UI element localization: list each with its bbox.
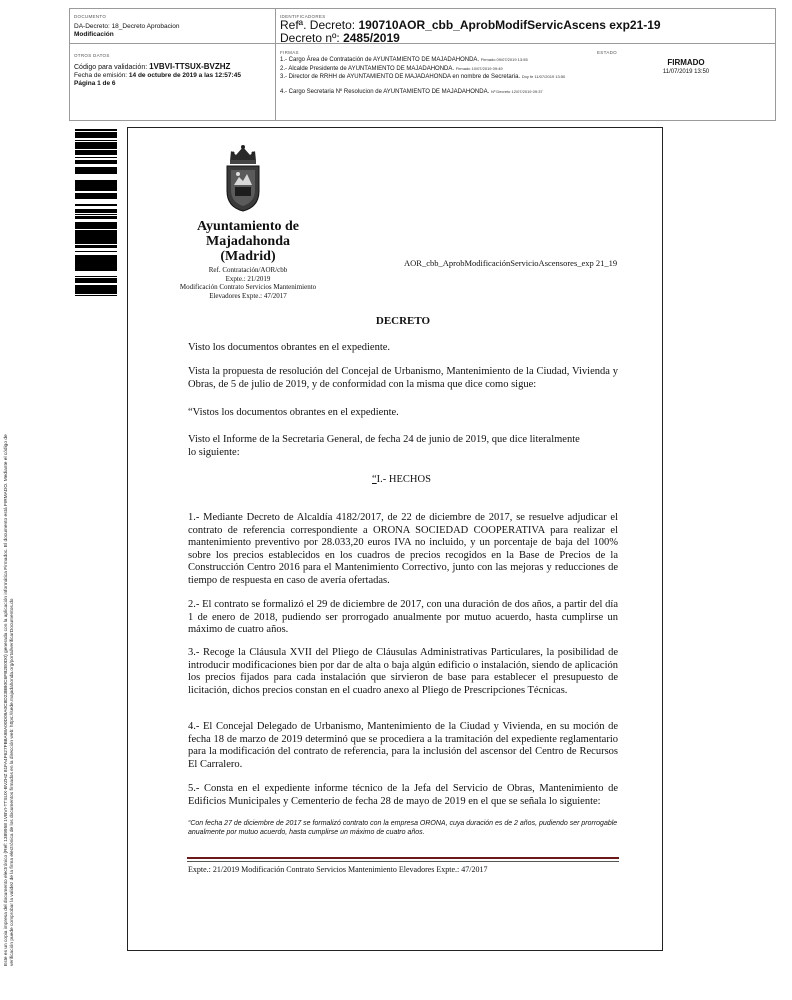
decreto-reference: Refª. Decreto: 190710AOR_cbb_AprobModifServicAscens exp21-19: [280, 18, 661, 32]
identificadores-caption: IDENTIFICADORES: [280, 14, 326, 19]
paragraph: Visto el Informe de la Secretaria General, de fecha 24 de junio de 2019, que dice literalmente lo siguiente:: [188, 434, 580, 458]
signature-line: 3.- Director de RRHH de AYUNTAMIENTO DE MAJADAHONDA en nombre de Secretaria. Doy fe 11/07/2019 13:50: [280, 74, 566, 80]
reference-block: Ref. Contratación/AOR/cbb Expte.: 21/2019 Modificación Contrato Servicios Mantenimiento Elevadores Expte.: 47/2017: [179, 266, 317, 300]
divider: [275, 9, 276, 120]
estado-badge: FIRMADO: [667, 58, 705, 67]
footer-rule: [187, 857, 619, 859]
paragraph: “Vistos los documentos obrantes en el expediente.: [188, 407, 399, 418]
paragraph: Visto los documentos obrantes en el expediente.: [188, 342, 391, 353]
otros-caption: OTROS DATOS: [74, 53, 110, 58]
signature-header: [69, 8, 776, 121]
footer-rule: [187, 861, 619, 862]
file-reference: AOR_cbb_AprobModificaciónServicioAscensores_exp 21_19: [404, 258, 618, 268]
divider: [70, 43, 775, 44]
section-heading: “I.- HECHOS: [372, 474, 431, 485]
decreto-number: Decreto nº: 2485/2019: [280, 31, 400, 45]
documento-type: DA-Decreto: 18_Decreto Aprobacion Modificación: [74, 23, 180, 38]
coat-of-arms-icon: [221, 143, 265, 213]
signature-line: 1.- Cargo Área de Contratación de AYUNTAMIENTO DE MAJADAHONDA. Firmado 09/07/2019 13:55: [280, 57, 528, 63]
barcode-icon: [75, 128, 117, 298]
signature-line: 2.- Alcalde Presidente de AYUNTAMIENTO DE MAJADAHONDA. Firmado 10/07/2019 09:49: [280, 66, 503, 72]
emission-date: Fecha de emisión: 14 de octubre de 2019 a las 12:57:45: [74, 72, 241, 79]
documento-caption: DOCUMENTO: [74, 14, 107, 19]
verification-note: Este es un copia impresa del documento electrónico (Ref: 1389958 1VBVI-TTSUX-BVZHZ 81FA4F627FB8A98A00D09A0C8D23BB0C6FB2E0D0) generada con la aplicación informática Firmadoc. El documento está FIRMADO. Mediante el código de verificación puede comprobar la validez de la firma electrónica de los documentos firmados en la dirección web: https://sede.majadahonda.org/portal/verificarDocumentos.do: [4, 434, 15, 966]
signature-line: 4.- Cargo Secretaria Nº Resolucion de AYUNTAMIENTO DE MAJADAHONDA. Nº Decreto 12/07/2019 09:37: [280, 89, 543, 95]
estado-date: 11/07/2019 13:50: [662, 69, 710, 75]
footer-text: Expte.: 21/2019 Modificación Contrato Servicios Mantenimiento Elevadores Expte.: 47/2017: [188, 865, 488, 874]
estado-caption: ESTADO: [597, 50, 617, 55]
firmas-caption: FIRMAS: [280, 50, 299, 55]
paragraph: Vista la propuesta de resolución del Concejal de Urbanismo, Mantenimiento de la Ciudad, Vivienda y Obras, de 5 de julio de 2019, y de conformidad con la misma que dice como sigue:: [188, 366, 618, 390]
paragraph: 5.- Consta en el expediente informe técnico de la Jefa del Servicio de Obras, Mantenimiento de Edificios Municipales y Cementerio de fecha 28 de mayo de 2019 en el que se señala lo siguiente:: [188, 783, 618, 807]
document-title: DECRETO: [375, 315, 431, 327]
organization-name: Ayuntamiento de Majadahonda (Madrid): [196, 219, 300, 264]
page-count: Página 1 de 6: [74, 80, 116, 87]
paragraph: 4.- El Concejal Delegado de Urbanismo, Mantenimiento de la Ciudad y Vivienda, en su moción de fecha 18 de marzo de 2019 determinó que se procediera a la tramitación del expediente reglamentario para la modificación del contrato de referencia, para la inclusión del ascensor del Centro de Recursos El Carralero.: [188, 721, 618, 770]
quoted-note: “Con fecha 27 de diciembre de 2017 se formalizó contrato con la empresa ORONA, cuya duración es de 2 años, pudiendo ser prorrogable anualmente por mutuo acuerdo, hasta cumplirse un máximo de cuatro años.: [188, 820, 618, 836]
paragraph: 2.- El contrato se formalizó el 29 de diciembre de 2017, con una duración de dos años, a partir del día 1 de enero de 2018, pudiendo ser prorrogado anualmente por mutuo acuerdo, hasta cumplirse un máximo de cuatro años.: [188, 599, 618, 636]
paragraph: 1.- Mediante Decreto de Alcaldía 4182/2017, de 22 de diciembre de 2017, se resuelve adjudicar el contrato de referencia correspondiente a ORONA SOCIEDAD COOPERATIVA para realizar el mantenimiento preventivo por 28.033,20 euros IVA no incluido, y un porcentaje de baja del 100% sobre los precios establecidos en los cuadros de precios recogidos en la Base de Precios de la Construcción Centro 2016 para el Mantenimiento Correctivo, junto con las mejoras y reducciones de tiempo de respuesta en caso de avería ofertadas.: [188, 512, 618, 586]
paragraph: 3.- Recoge la Cláusula XVII del Pliego de Cláusulas Administrativas Particulares, la posibilidad de introducir modificaciones bien por dar de alta o baja algún edificio o instalación, siendo de aplicación los precios fijados para cada instalación que sirvieron de base para establecer el presupuesto de licitación, dichos precios constan en el cuadro anexo al Pliego de Prescripciones Técnicas.: [188, 647, 618, 696]
validation-code: Código para validación: 1VBVI-TTSUX-BVZHZ: [74, 62, 231, 71]
